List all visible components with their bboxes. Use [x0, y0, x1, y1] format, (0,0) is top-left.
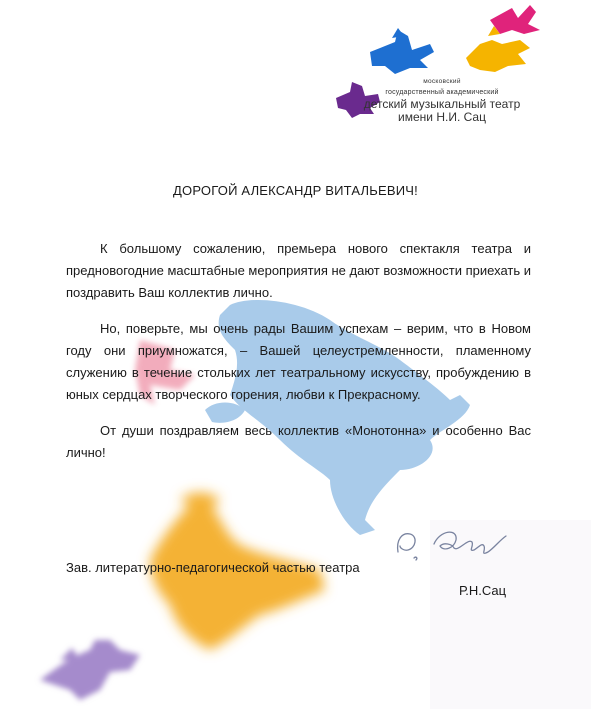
logo-line-2: государственный академический — [385, 89, 499, 96]
logo-line-1: московский — [423, 78, 461, 85]
letter-body — [66, 238, 531, 464]
letter-greeting: ДОРОГОЙ АЛЕКСАНДР ВИТАЛЬЕВИЧ! — [173, 183, 418, 198]
blue-bird-icon — [370, 28, 434, 74]
theatre-logo-text — [352, 76, 532, 124]
logo-line-3: детский музыкальный театр — [363, 97, 521, 111]
pink-bird-icon — [490, 5, 540, 34]
signer-role: Зав. литературно-педагогической частью театра — [66, 560, 360, 575]
letter-paragraph: От души поздравляем весь коллектив «Монотонна» и особенно Вас лично! — [66, 423, 531, 460]
letter-paragraph: К большому сожалению, премьера нового спектакля театра и предновогодние масштабные мероприятия не дают возможности приехать и поздравить Ваш коллектив лично. — [66, 241, 531, 300]
purple-watermark-shape — [40, 640, 140, 700]
signer-name: Р.Н.Сац — [459, 583, 507, 598]
yellow-bird-icon — [466, 26, 530, 72]
logo-line-4: имени Н.И. Сац — [398, 110, 486, 124]
handwritten-signature — [388, 518, 518, 566]
letter-paragraph: Но, поверьте, мы очень рады Вашим успехам – верим, что в Новом году они приумножатся, – Вашей целеустремленности, пламенному служению в течение стольких лет театральному искусству, пробуждению в юных сердцах творческого горения, любви к Прекрасному. — [66, 321, 531, 402]
